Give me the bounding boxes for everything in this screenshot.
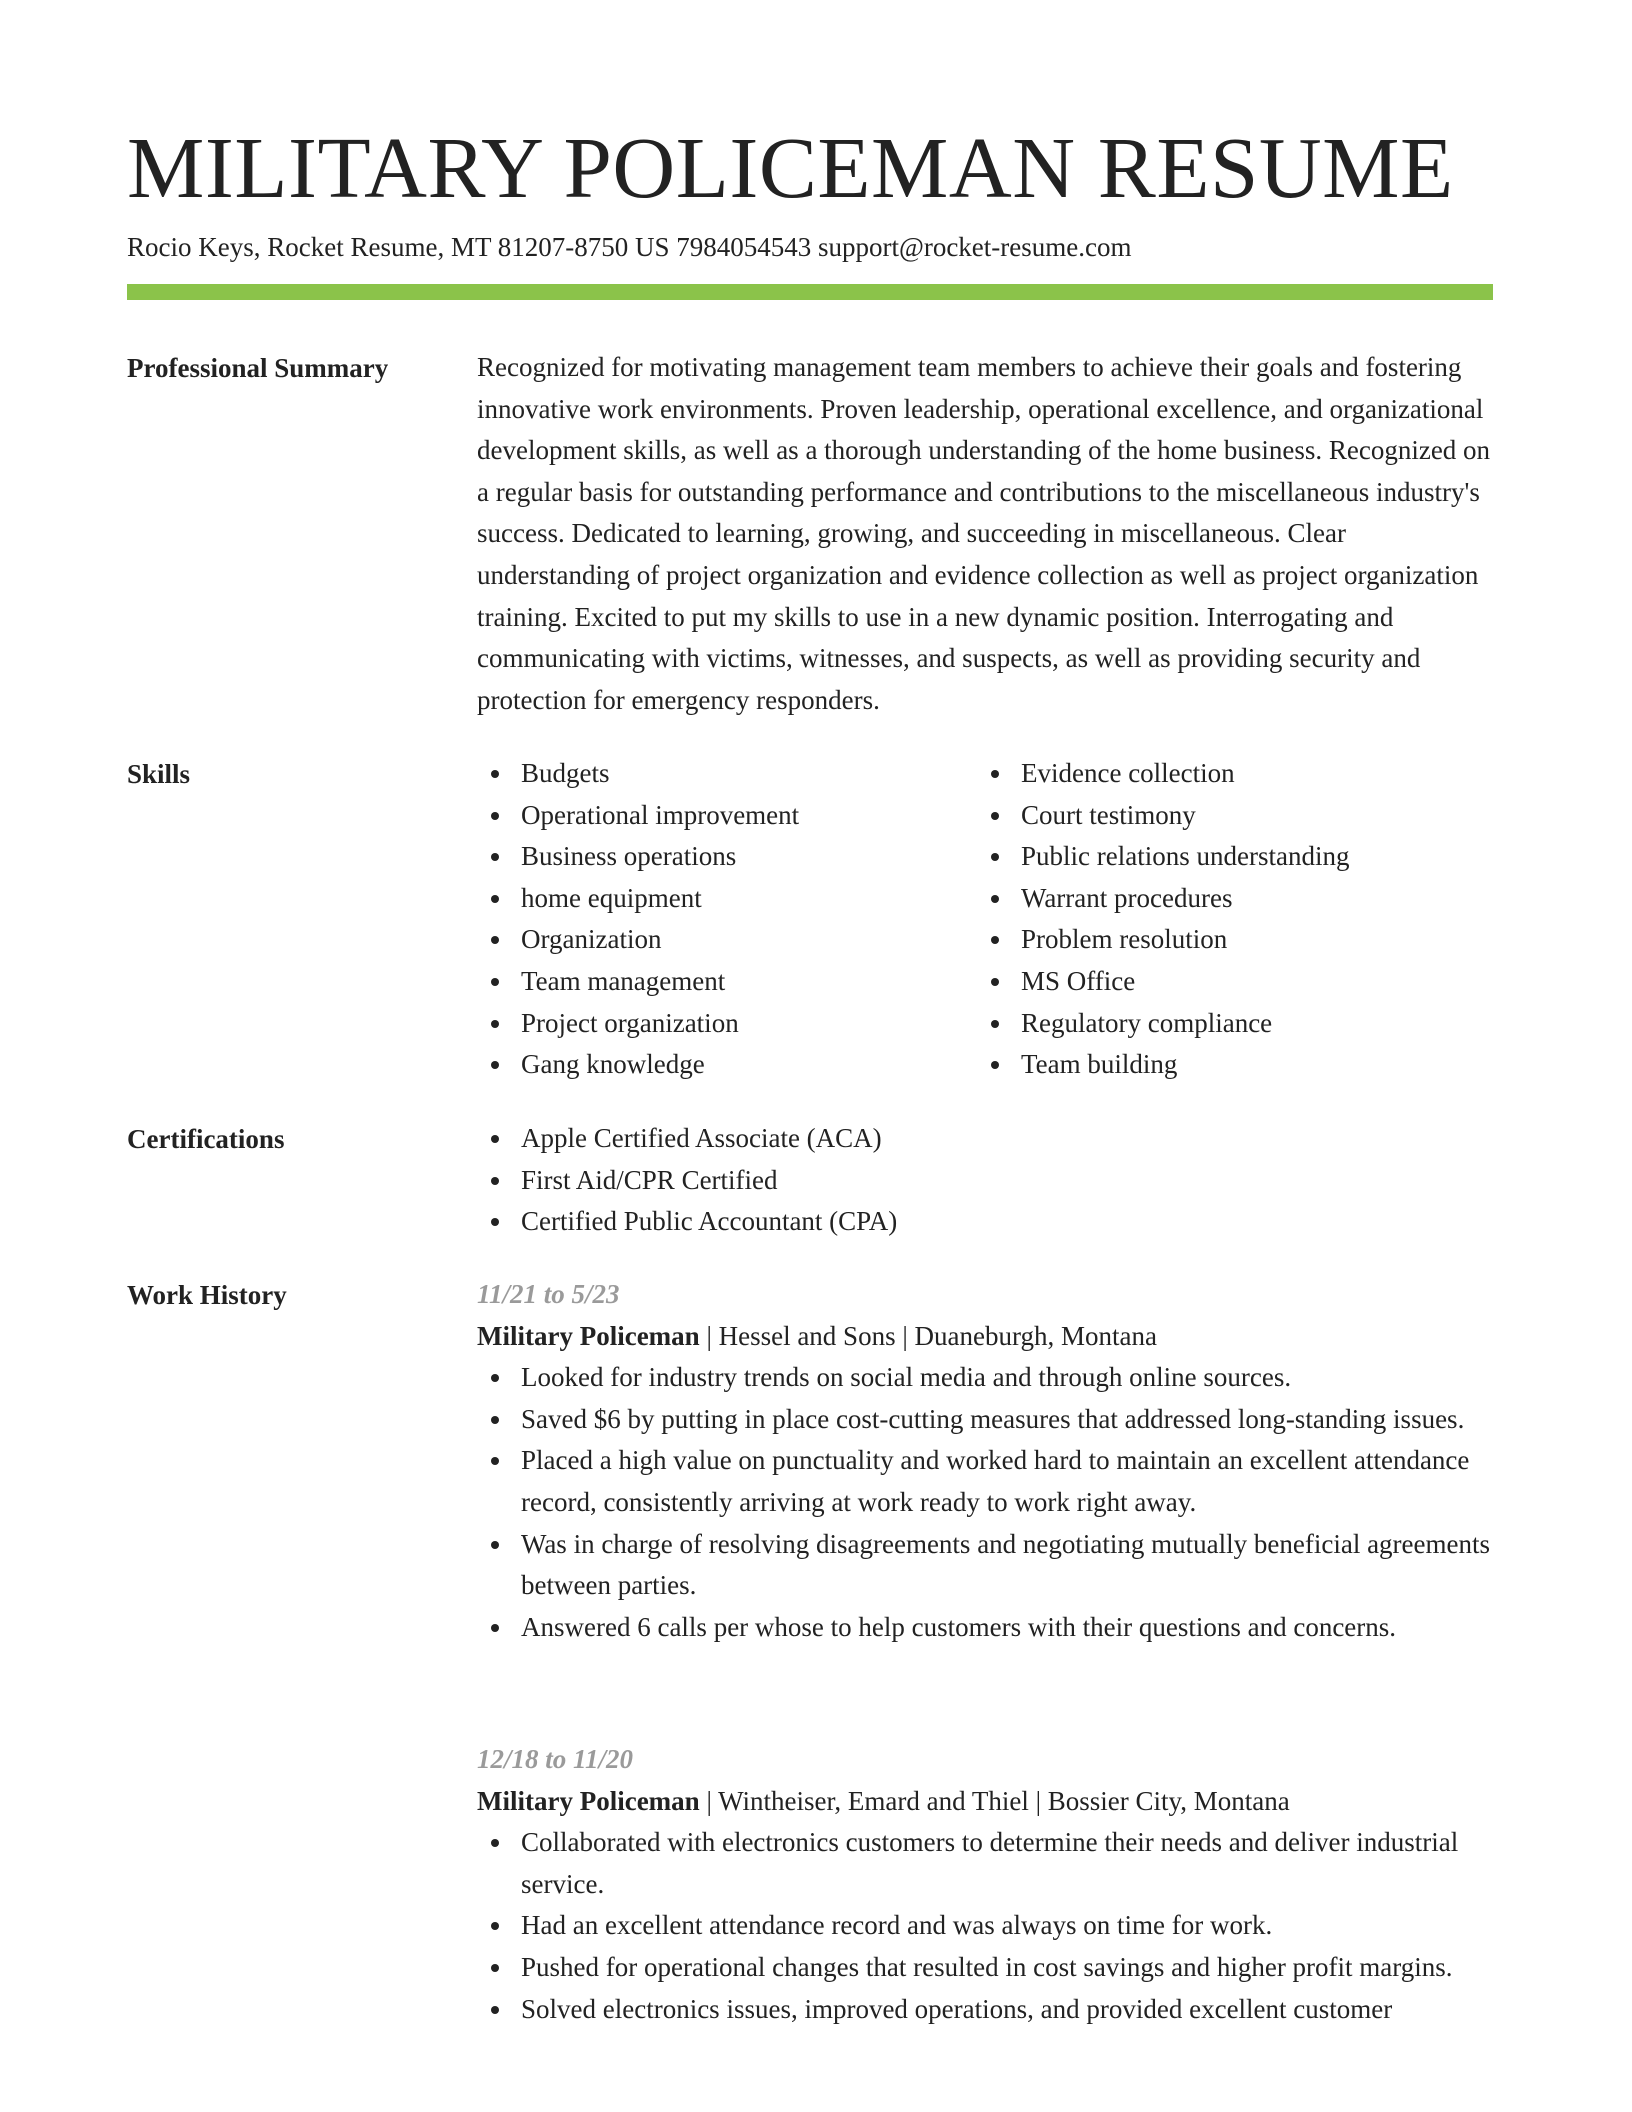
skills-list-right <box>977 753 1477 1086</box>
job-duty: Solved electronics issues, improved operations, and provided excellent customer <box>477 1989 1493 2031</box>
certification-item: First Aid/CPR Certified <box>477 1160 1493 1202</box>
skill-item: Team management <box>477 961 977 1003</box>
job-dates: 12/18 to 11/20 <box>477 1744 634 1774</box>
skill-item: Project organization <box>477 1003 977 1045</box>
job-duty: Pushed for operational changes that resulted in cost savings and higher profit margins. <box>477 1947 1493 1989</box>
skill-item: Organization <box>477 919 977 961</box>
certifications-section <box>477 1118 1493 1243</box>
section-label-skills: Skills <box>127 759 191 789</box>
skills-section <box>477 753 1493 1086</box>
certification-item: Certified Public Accountant (CPA) <box>477 1201 1493 1243</box>
job-duty: Answered 6 calls per whose to help customers with their questions and concerns. <box>477 1607 1493 1649</box>
skills-list-left <box>477 753 977 1086</box>
skill-item: MS Office <box>977 961 1477 1003</box>
skill-item: Budgets <box>477 753 977 795</box>
skill-item: Business operations <box>477 836 977 878</box>
job-heading <box>477 1781 1493 1823</box>
job-role: Military Policeman <box>477 1320 700 1351</box>
skill-item: Regulatory compliance <box>977 1003 1477 1045</box>
skill-item: Public relations understanding <box>977 836 1477 878</box>
skill-item: home equipment <box>477 878 977 920</box>
job-dates: 11/21 to 5/23 <box>477 1279 620 1309</box>
job-entry <box>477 1274 1493 1648</box>
job-entry <box>477 1739 1493 2030</box>
section-label-certifications: Certifications <box>127 1124 285 1154</box>
header-divider <box>127 284 1493 300</box>
job-duty: Looked for industry trends on social media and through online sources. <box>477 1357 1493 1399</box>
skill-item: Gang knowledge <box>477 1044 977 1086</box>
job-duty: Collaborated with electronics customers to determine their needs and deliver industrial service. <box>477 1822 1493 1905</box>
skill-item: Court testimony <box>977 795 1477 837</box>
job-duties-list <box>477 1822 1493 2030</box>
job-duty: Saved $6 by putting in place cost-cutting measures that addressed long-standing issues. <box>477 1399 1493 1441</box>
contact-line: Rocio Keys, Rocket Resume, MT 81207-8750 US 7984054543 support@rocket-resume.com <box>127 232 1132 262</box>
skill-item: Team building <box>977 1044 1477 1086</box>
job-duty: Placed a high value on punctuality and worked hard to maintain an excellent attendance record, consistently arriving at work ready to work right away. <box>477 1440 1493 1523</box>
job-heading <box>477 1316 1493 1358</box>
job-duty: Had an excellent attendance record and was always on time for work. <box>477 1905 1493 1947</box>
skill-item: Problem resolution <box>977 919 1477 961</box>
job-duty: Was in charge of resolving disagreements and negotiating mutually beneficial agreements between parties. <box>477 1524 1493 1607</box>
certification-item: Apple Certified Associate (ACA) <box>477 1118 1493 1160</box>
summary-text: Recognized for motivating management team members to achieve their goals and fostering innovative work environments. Proven leadership, operational excellence, and organizational development skills, as well as a thorough understanding of the home business. Recognized on a regular basis for outstanding performance and contributions to the miscellaneous industry's success. Dedicated to learning, growing, and succeeding in miscellaneous. Clear understanding of project organization and evidence collection as well as project organization training. Excited to put my skills to use in a new dynamic position. Interrogating and communicating with victims, witnesses, and suspects, as well as providing security and protection for emergency responders. <box>477 352 1491 715</box>
job-employer-location: | Hessel and Sons | Duaneburgh, Montana <box>699 1320 1157 1351</box>
skill-item: Operational improvement <box>477 795 977 837</box>
skill-item: Evidence collection <box>977 753 1477 795</box>
job-employer-location: | Wintheiser, Emard and Thiel | Bossier City, Montana <box>699 1785 1290 1816</box>
section-label-work-history: Work History <box>127 1280 287 1310</box>
certifications-list <box>477 1118 1493 1243</box>
resume-title: MILITARY POLICEMAN RESUME <box>127 119 1454 216</box>
skill-item: Warrant procedures <box>977 878 1477 920</box>
summary-section <box>477 347 1493 721</box>
job-duties-list <box>477 1357 1493 1648</box>
job-role: Military Policeman <box>477 1785 700 1816</box>
section-label-summary: Professional Summary <box>127 353 389 383</box>
